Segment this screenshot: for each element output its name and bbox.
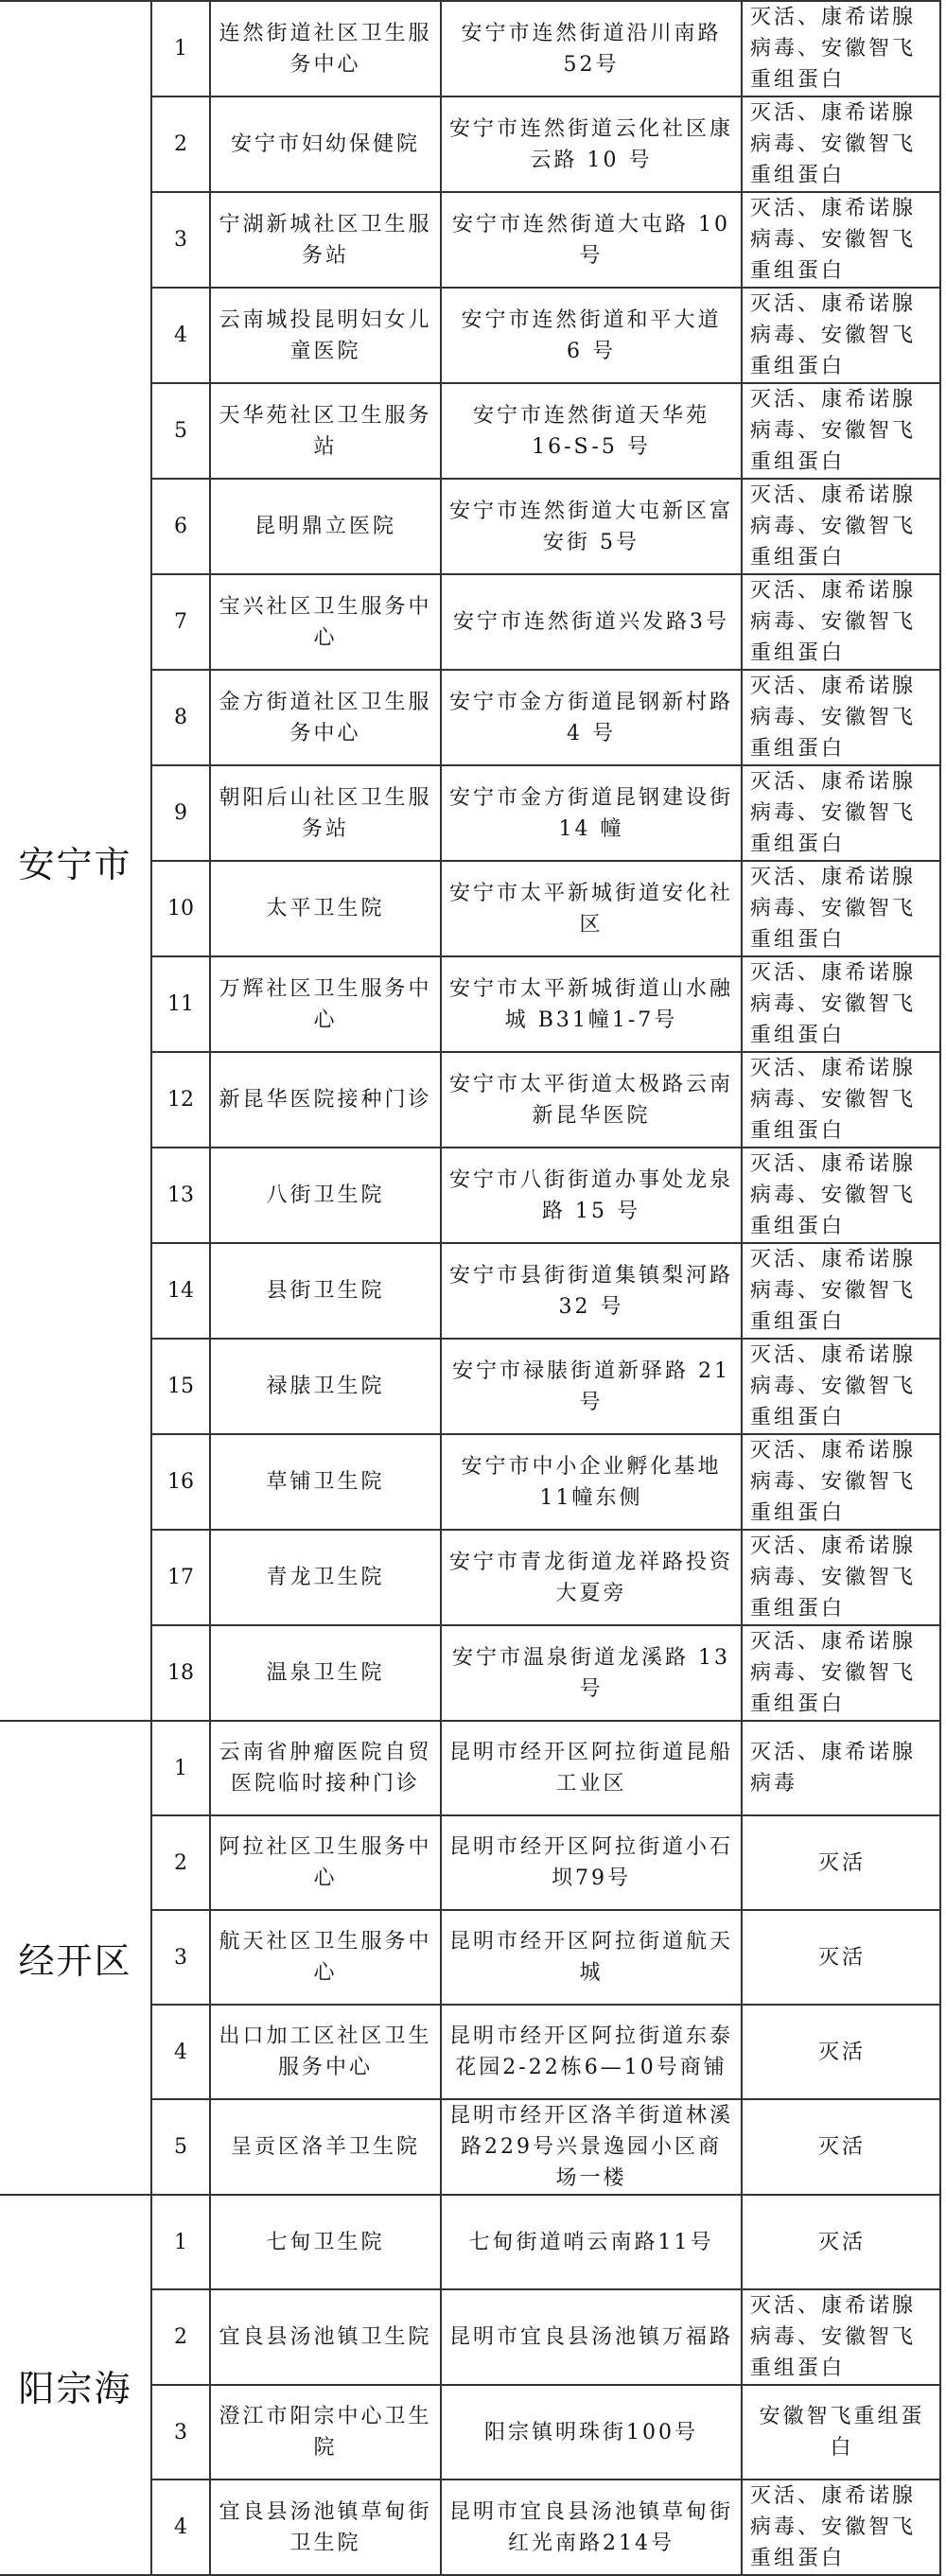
- table-row: [0, 2195, 946, 2289]
- row-number-cell: 2: [151, 2289, 210, 2385]
- vaccine-types-cell: 灭活、康希诺腺病毒、安徽智飞重组蛋白: [742, 765, 940, 861]
- site-address-cell: 安宁市太平新城街道山水融城 B31幢1-7号: [441, 956, 742, 1052]
- site-name-cell: 草铺卫生院: [210, 1434, 441, 1530]
- vaccine-types-cell: 灭活、康希诺腺病毒、安徽智飞重组蛋白: [742, 670, 940, 765]
- row-number-cell: 5: [151, 2099, 210, 2195]
- vaccine-types-cell: 灭活、康希诺腺病毒、安徽智飞重组蛋白: [742, 2480, 940, 2575]
- site-name-cell: 呈贡区洛羊卫生院: [210, 2099, 441, 2195]
- vaccine-types-cell: 灭活、康希诺腺病毒、安徽智飞重组蛋白: [742, 2289, 940, 2385]
- site-name-cell: 阿拉社区卫生服务中心: [210, 1815, 441, 1910]
- table-edge-cell: [940, 861, 946, 956]
- site-address-cell: 安宁市连然街道大屯新区富安街 5号: [441, 479, 742, 574]
- site-address-cell: 七甸街道哨云南路11号: [441, 2195, 742, 2289]
- table-edge-cell: [940, 765, 946, 861]
- table-edge-cell: [940, 1434, 946, 1530]
- row-number-cell: 14: [151, 1243, 210, 1339]
- row-number-cell: 3: [151, 2385, 210, 2480]
- site-name-cell: 宜良县汤池镇草甸街卫生院: [210, 2480, 441, 2575]
- row-number-cell: 5: [151, 383, 210, 479]
- row-number-cell: 3: [151, 1910, 210, 2005]
- table-edge-cell: [940, 2005, 946, 2099]
- table-edge-cell: [940, 96, 946, 192]
- table-edge-cell: [940, 2099, 946, 2195]
- site-address-cell: 昆明市经开区阿拉街道昆船工业区: [441, 1721, 742, 1815]
- row-number-cell: 7: [151, 574, 210, 670]
- table-edge-cell: [940, 2195, 946, 2289]
- vaccine-types-cell: 灭活、康希诺腺病毒、安徽智飞重组蛋白: [742, 1243, 940, 1339]
- site-name-cell: 朝阳后山社区卫生服务站: [210, 765, 441, 861]
- site-name-cell: 温泉卫生院: [210, 1625, 441, 1721]
- row-number-cell: 1: [151, 1721, 210, 1815]
- site-address-cell: 安宁市连然街道和平大道 6 号: [441, 288, 742, 383]
- site-name-cell: 宝兴社区卫生服务中心: [210, 574, 441, 670]
- table-edge-cell: [940, 2289, 946, 2385]
- table-edge-cell: [940, 288, 946, 383]
- table-edge-cell: [940, 1052, 946, 1148]
- table-edge-cell: [940, 956, 946, 1052]
- table-edge-cell: [940, 479, 946, 574]
- vaccine-types-cell: 灭活、康希诺腺病毒、安徽智飞重组蛋白: [742, 383, 940, 479]
- site-address-cell: 安宁市八街街道办事处龙泉路 15 号: [441, 1148, 742, 1243]
- row-number-cell: 2: [151, 1815, 210, 1910]
- table-edge-cell: [940, 1910, 946, 2005]
- region-cell: 安宁市: [0, 1, 151, 1721]
- vaccine-types-cell: 灭活、康希诺腺病毒、安徽智飞重组蛋白: [742, 861, 940, 956]
- site-name-cell: 云南省肿瘤医院自贸医院临时接种门诊: [210, 1721, 441, 1815]
- row-number-cell: 12: [151, 1052, 210, 1148]
- table-row: [0, 1721, 946, 1815]
- site-address-cell: 昆明市经开区洛羊街道林溪路229号兴景逸园小区商场一楼: [441, 2099, 742, 2195]
- site-address-cell: 昆明市宜良县汤池镇万福路: [441, 2289, 742, 2385]
- row-number-cell: 4: [151, 288, 210, 383]
- row-number-cell: 4: [151, 2480, 210, 2575]
- vaccine-types-cell: 灭活、康希诺腺病毒、安徽智飞重组蛋白: [742, 956, 940, 1052]
- site-name-cell: 出口加工区社区卫生服务中心: [210, 2005, 441, 2099]
- table-edge-cell: [940, 1625, 946, 1721]
- table-edge-cell: [940, 1530, 946, 1625]
- site-name-cell: 禄脿卫生院: [210, 1339, 441, 1434]
- row-number-cell: 2: [151, 96, 210, 192]
- row-number-cell: 17: [151, 1530, 210, 1625]
- site-name-cell: 八街卫生院: [210, 1148, 441, 1243]
- vaccine-types-cell: 灭活、康希诺腺病毒、安徽智飞重组蛋白: [742, 479, 940, 574]
- vaccine-types-cell: 灭活、康希诺腺病毒、安徽智飞重组蛋白: [742, 1434, 940, 1530]
- table-edge-cell: [940, 1339, 946, 1434]
- site-address-cell: 昆明市经开区阿拉街道航天城: [441, 1910, 742, 2005]
- vaccine-types-cell: 灭活、康希诺腺病毒: [742, 1721, 940, 1815]
- table-edge-cell: [940, 192, 946, 288]
- site-name-cell: 青龙卫生院: [210, 1530, 441, 1625]
- table-body: [0, 1, 946, 2575]
- table-edge-cell: [940, 1243, 946, 1339]
- site-name-cell: 云南城投昆明妇女儿童医院: [210, 288, 441, 383]
- row-number-cell: 15: [151, 1339, 210, 1434]
- vaccine-types-cell: 灭活: [742, 2005, 940, 2099]
- vaccine-types-cell: 灭活、康希诺腺病毒、安徽智飞重组蛋白: [742, 1, 940, 96]
- row-number-cell: 16: [151, 1434, 210, 1530]
- site-name-cell: 新昆华医院接种门诊: [210, 1052, 441, 1148]
- table-edge-cell: [940, 2480, 946, 2575]
- site-address-cell: 安宁市禄脿街道新驿路 21 号: [441, 1339, 742, 1434]
- site-name-cell: 宜良县汤池镇卫生院: [210, 2289, 441, 2385]
- site-address-cell: 安宁市连然街道兴发路3号: [441, 574, 742, 670]
- site-name-cell: 昆明鼎立医院: [210, 479, 441, 574]
- region-cell: 经开区: [0, 1721, 151, 2195]
- row-number-cell: 1: [151, 2195, 210, 2289]
- site-address-cell: 安宁市连然街道大屯路 10 号: [441, 192, 742, 288]
- table-edge-cell: [940, 670, 946, 765]
- row-number-cell: 13: [151, 1148, 210, 1243]
- vaccine-types-cell: 灭活、康希诺腺病毒、安徽智飞重组蛋白: [742, 192, 940, 288]
- vaccine-types-cell: 灭活: [742, 1815, 940, 1910]
- vaccine-types-cell: 灭活、康希诺腺病毒、安徽智飞重组蛋白: [742, 288, 940, 383]
- row-number-cell: 10: [151, 861, 210, 956]
- site-name-cell: 澄江市阳宗中心卫生院: [210, 2385, 441, 2480]
- row-number-cell: 3: [151, 192, 210, 288]
- site-name-cell: 太平卫生院: [210, 861, 441, 956]
- site-address-cell: 昆明市经开区阿拉街道东泰花园2-22栋6—10号商铺: [441, 2005, 742, 2099]
- row-number-cell: 4: [151, 2005, 210, 2099]
- site-address-cell: 安宁市青龙街道龙祥路投资大夏旁: [441, 1530, 742, 1625]
- site-name-cell: 天华苑社区卫生服务站: [210, 383, 441, 479]
- vaccine-types-cell: 灭活、康希诺腺病毒、安徽智飞重组蛋白: [742, 1052, 940, 1148]
- site-address-cell: 安宁市中小企业孵化基地11幢东侧: [441, 1434, 742, 1530]
- table-edge-cell: [940, 383, 946, 479]
- site-address-cell: 安宁市连然街道云化社区康云路 10 号: [441, 96, 742, 192]
- table-edge-cell: [940, 574, 946, 670]
- vaccine-types-cell: 安徽智飞重组蛋白: [742, 2385, 940, 2480]
- region-cell: 阳宗海: [0, 2195, 151, 2575]
- row-number-cell: 8: [151, 670, 210, 765]
- vaccine-types-cell: 灭活、康希诺腺病毒、安徽智飞重组蛋白: [742, 1625, 940, 1721]
- site-name-cell: 七甸卫生院: [210, 2195, 441, 2289]
- vaccine-types-cell: 灭活: [742, 1910, 940, 2005]
- table-edge-cell: [940, 2385, 946, 2480]
- site-name-cell: 万辉社区卫生服务中心: [210, 956, 441, 1052]
- vaccine-types-cell: 灭活、康希诺腺病毒、安徽智飞重组蛋白: [742, 96, 940, 192]
- site-address-cell: 安宁市连然街道沿川南路52号: [441, 1, 742, 96]
- site-name-cell: 金方街道社区卫生服务中心: [210, 670, 441, 765]
- site-name-cell: 县街卫生院: [210, 1243, 441, 1339]
- table-edge-cell: [940, 1815, 946, 1910]
- row-number-cell: 11: [151, 956, 210, 1052]
- row-number-cell: 1: [151, 1, 210, 96]
- table-row: [0, 1, 946, 96]
- site-name-cell: 航天社区卫生服务中心: [210, 1910, 441, 2005]
- site-address-cell: 安宁市温泉街道龙溪路 13 号: [441, 1625, 742, 1721]
- site-address-cell: 昆明市宜良县汤池镇草甸街红光南路214号: [441, 2480, 742, 2575]
- site-address-cell: 安宁市金方街道昆钢建设街 14 幢: [441, 765, 742, 861]
- vaccine-types-cell: 灭活、康希诺腺病毒、安徽智飞重组蛋白: [742, 1530, 940, 1625]
- row-number-cell: 6: [151, 479, 210, 574]
- site-name-cell: 安宁市妇幼保健院: [210, 96, 441, 192]
- site-address-cell: 阳宗镇明珠街100号: [441, 2385, 742, 2480]
- site-address-cell: 安宁市县街街道集镇梨河路 32 号: [441, 1243, 742, 1339]
- site-address-cell: 安宁市太平街道太极路云南新昆华医院: [441, 1052, 742, 1148]
- table-edge-cell: [940, 1148, 946, 1243]
- vaccine-types-cell: 灭活: [742, 2099, 940, 2195]
- site-address-cell: 安宁市连然街道天华苑 16-S-5 号: [441, 383, 742, 479]
- row-number-cell: 9: [151, 765, 210, 861]
- vaccine-types-cell: 灭活、康希诺腺病毒、安徽智飞重组蛋白: [742, 1148, 940, 1243]
- row-number-cell: 18: [151, 1625, 210, 1721]
- table-edge-cell: [940, 1721, 946, 1815]
- site-address-cell: 安宁市金方街道昆钢新村路 4 号: [441, 670, 742, 765]
- vaccine-types-cell: 灭活、康希诺腺病毒、安徽智飞重组蛋白: [742, 574, 940, 670]
- vaccine-types-cell: 灭活、康希诺腺病毒、安徽智飞重组蛋白: [742, 1339, 940, 1434]
- site-name-cell: 连然街道社区卫生服务中心: [210, 1, 441, 96]
- site-address-cell: 昆明市经开区阿拉街道小石坝79号: [441, 1815, 742, 1910]
- table-edge-cell: [940, 1, 946, 96]
- vaccine-types-cell: 灭活: [742, 2195, 940, 2289]
- site-address-cell: 安宁市太平新城街道安化社区: [441, 861, 742, 956]
- site-name-cell: 宁湖新城社区卫生服务站: [210, 192, 441, 288]
